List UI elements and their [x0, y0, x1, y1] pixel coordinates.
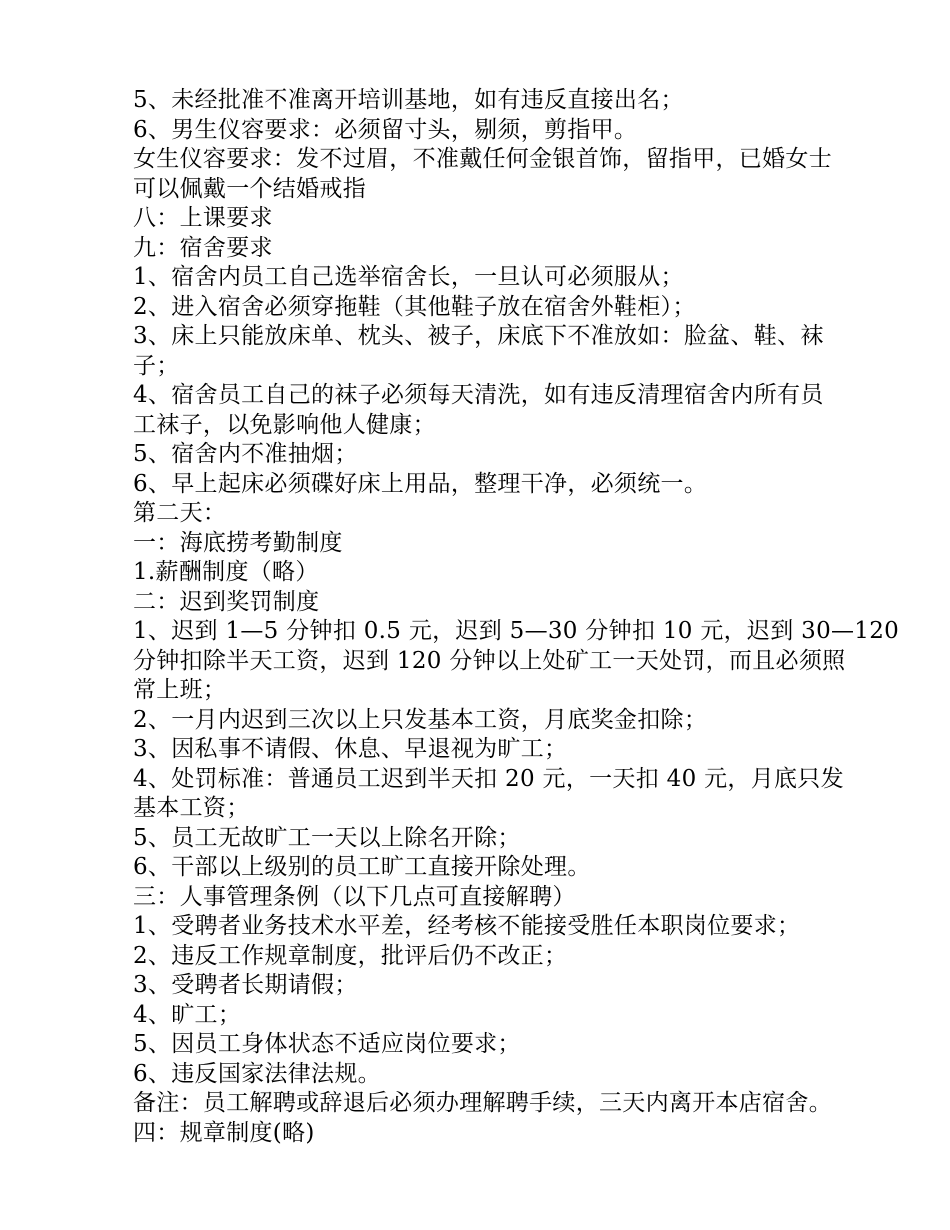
text-line: 1、宿舍内员工自己选举宿舍长，一旦认可必须服从； — [133, 264, 684, 290]
text-line: 可以佩戴一个结婚戒指 — [133, 175, 366, 202]
text-line: 女生仪容要求：发不过眉，不准戴任何金银首饰，留指甲，已婚女士 — [133, 146, 832, 172]
note-line: 备注：员工解聘或辞退后必须办理解聘手续，三天内离开本店宿舍。 — [133, 1090, 832, 1116]
text-line: 4、处罚标准：普通员工迟到半天扣 20 元，一天扣 40 元，月底只发 — [133, 765, 844, 792]
text-line: 3、受聘者长期请假； — [133, 972, 358, 998]
text-line: 6、男生仪容要求：必须留寸头，剔须，剪指甲。 — [133, 116, 638, 143]
text-line: 6、干部以上级别的员工旷工直接开除处理。 — [133, 854, 591, 880]
text-line: 2、违反工作规章制度，批评后仍不改正； — [133, 942, 568, 969]
text-line: 工袜子，以免影响他人健康； — [133, 411, 436, 438]
section-heading: 二：迟到奖罚制度 — [133, 588, 320, 615]
text-line: 2、进入宿舍必须穿拖鞋（其他鞋子放在宿舍外鞋柜）； — [133, 293, 696, 320]
section-heading: 四：规章制度(略) — [133, 1119, 315, 1146]
day-heading: 第二天： — [133, 500, 227, 526]
text-line: 1、迟到 1—5 分钟扣 0.5 元，迟到 5—30 分钟扣 10 元，迟到 30—120 — [133, 618, 900, 644]
text-line: 5、宿舍内不准抽烟； — [133, 441, 358, 467]
document-body — [133, 86, 900, 1148]
text-line: 分钟扣除半天工资，迟到 120 分钟以上处矿工一天处罚，而且必须照 — [133, 647, 846, 674]
text-line: 5、未经批准不准离开培训基地，如有违反直接出名； — [133, 87, 684, 113]
section-heading: 一：海底捞考勤制度 — [133, 529, 343, 556]
text-line: 基本工资； — [133, 795, 250, 821]
text-line: 6、早上起床必须碟好床上用品，整理干净，必须统一。 — [133, 470, 708, 497]
text-line: 1、受聘者业务技术水平差，经考核不能接受胜任本职岗位要求； — [133, 913, 801, 939]
text-line: 2、一月内迟到三次以上只发基本工资，月底奖金扣除； — [133, 706, 708, 733]
section-heading: 八：上课要求 — [133, 205, 273, 231]
text-line: 1.薪酬制度（略） — [133, 559, 319, 585]
text-line: 3、因私事不请假、休息、早退视为旷工； — [133, 736, 568, 762]
text-line: 5、因员工身体状态不适应岗位要求； — [133, 1031, 521, 1057]
text-line: 4、宿舍员工自己的袜子必须每天清洗，如有违反清理宿舍内所有员 — [133, 382, 824, 408]
section-heading: 九：宿舍要求 — [133, 234, 273, 261]
text-line: 3、床上只能放床单、枕头、被子，床底下不准放如：脸盆、鞋、袜 — [133, 323, 824, 349]
text-line: 4、旷工； — [133, 1001, 242, 1028]
text-line: 子； — [133, 352, 180, 379]
section-heading: 三：人事管理条例（以下几点可直接解聘） — [133, 883, 576, 910]
text-line: 常上班； — [133, 677, 227, 703]
text-line: 6、违反国家法律法规。 — [133, 1060, 381, 1087]
text-line: 5、员工无故旷工一天以上除名开除； — [133, 824, 521, 851]
